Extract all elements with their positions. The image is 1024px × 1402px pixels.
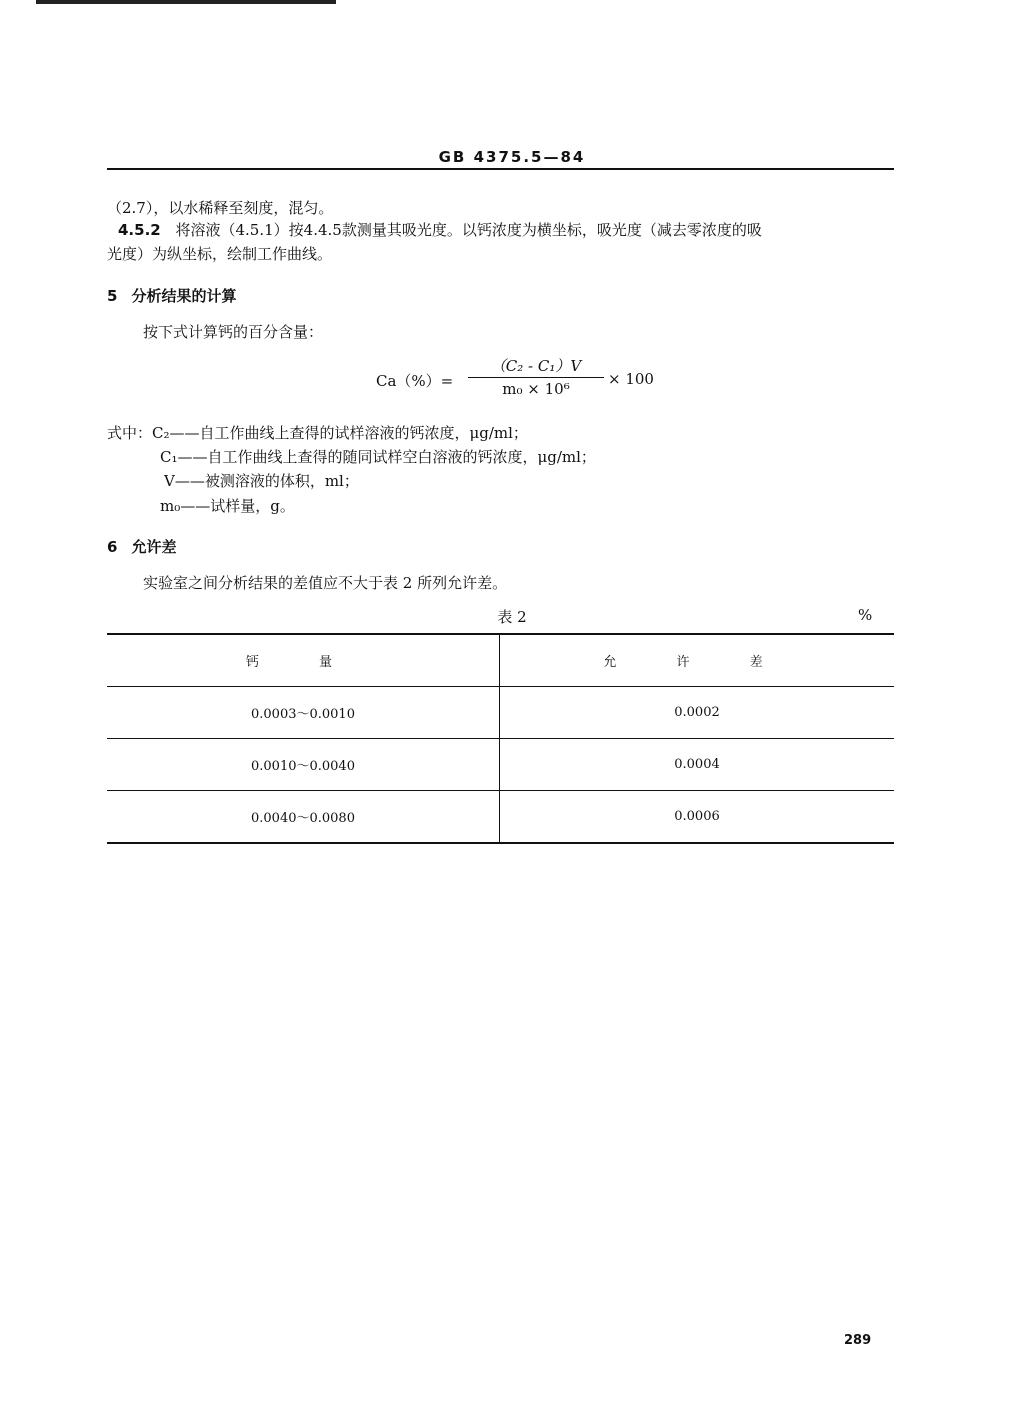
table-title: 表 2	[497, 608, 527, 626]
definition-line-c2	[107, 422, 528, 443]
clause-number: 4.5.2	[118, 221, 161, 239]
page-number: 289	[844, 1333, 872, 1348]
formula-lhs: Ca（%）=	[376, 372, 454, 390]
header-calcium-content: 钙 量	[107, 634, 500, 687]
tolerance-table	[107, 633, 894, 844]
clause-4-5-2	[118, 220, 762, 240]
calcium-range-cell: 0.0040～0.0080	[107, 791, 500, 844]
intro-line-3: 光度）为纵坐标，绘制工作曲线。	[107, 245, 333, 263]
table-row	[107, 791, 894, 844]
clause-text: 将溶液（4.5.1）按4.4.5款测量其吸光度。以钙浓度为横坐标，吸光度（减去零浓度的吸	[175, 221, 762, 239]
tolerance-cell: 0.0006	[674, 809, 720, 824]
table-row	[107, 739, 894, 791]
section-5-intro: 按下式计算钙的百分含量：	[143, 323, 324, 341]
formula-fraction	[468, 355, 604, 398]
section-5-heading	[107, 286, 236, 306]
header-tolerance: 允 许 差	[603, 655, 791, 670]
calcium-range-cell: 0.0003～0.0010	[107, 687, 500, 739]
formula-numerator: （C₂ - C₁）V	[490, 357, 582, 375]
section-5-number: 5	[107, 287, 118, 305]
header-rule	[107, 168, 894, 170]
fraction-bar	[468, 377, 604, 378]
section-6-number: 6	[107, 538, 118, 556]
section-6-heading	[107, 537, 176, 557]
standard-header: GB 4375.5—84	[438, 148, 586, 166]
formula-denominator: m₀ × 10⁶	[502, 380, 570, 398]
section-6-title: 允许差	[131, 538, 177, 556]
definition-c2: C₂——自工作曲线上查得的试样溶液的钙浓度，μg/ml；	[152, 424, 528, 442]
section-6-intro: 实验室之间分析结果的差值应不大于表 2 所列允许差。	[143, 574, 508, 592]
formula-rhs: × 100	[608, 370, 654, 388]
intro-line-1: （2.7），以水稀释至刻度，混匀。	[107, 199, 334, 217]
table-row	[107, 687, 894, 739]
tolerance-cell: 0.0002	[674, 705, 720, 720]
table-unit: %	[858, 606, 873, 624]
definition-m0: m₀——试样量，g。	[160, 497, 295, 515]
scan-edge-bar	[36, 0, 336, 4]
table-header-row	[107, 634, 894, 687]
definition-c1: C₁——自工作曲线上查得的随同试样空白溶液的钙浓度，μg/ml；	[160, 448, 596, 466]
calcium-range-cell: 0.0010～0.0040	[107, 739, 500, 791]
definition-v: V——被测溶液的体积，ml；	[164, 472, 359, 490]
tolerance-cell: 0.0004	[674, 757, 720, 772]
where-label: 式中：	[107, 424, 153, 442]
section-5-title: 分析结果的计算	[131, 287, 237, 305]
